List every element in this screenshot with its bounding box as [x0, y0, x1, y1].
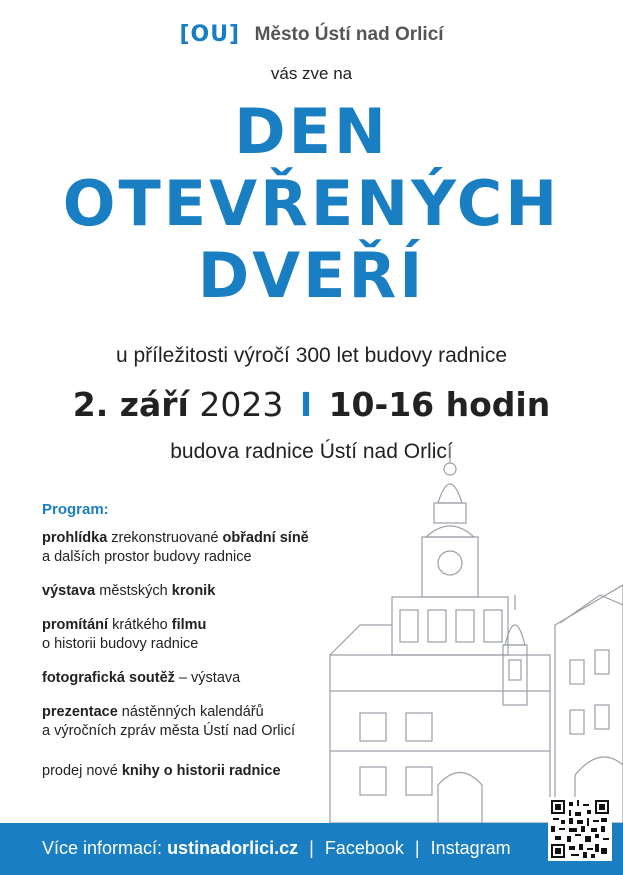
- footer-separator: |: [414, 838, 420, 858]
- instagram-link[interactable]: Instagram: [430, 838, 511, 858]
- item-keyword: fotografická soutěž: [42, 670, 175, 686]
- footer-links: [42, 838, 511, 859]
- item-keyword: knihy o historii radnice: [121, 763, 281, 779]
- item-text: a dalších prostor budovy radnice: [42, 549, 252, 565]
- program-item: [42, 616, 372, 654]
- program-item: [42, 582, 372, 601]
- website-link[interactable]: ustinadorlici.cz: [167, 838, 299, 858]
- item-text: o historii budovy radnice: [42, 636, 199, 652]
- item-keyword: výstava: [42, 583, 96, 599]
- item-text: městských: [95, 583, 172, 599]
- footer: [0, 823, 623, 875]
- subtitle: u příležitosti výročí 300 let budovy radnice: [115, 344, 508, 367]
- item-keyword: prohlídka: [42, 530, 108, 546]
- item-keyword: filmu: [171, 617, 207, 633]
- footer-label: Více informací:: [42, 838, 163, 858]
- title-line-3: DVEŘÍ: [197, 239, 426, 312]
- item-text: krátkého: [108, 617, 172, 633]
- footer-separator: |: [309, 838, 314, 858]
- program-item: [42, 762, 372, 781]
- item-text: – výstava: [174, 670, 241, 686]
- page-title: [0, 96, 623, 312]
- program-item: [42, 703, 372, 741]
- date-day: 2. září: [72, 385, 189, 424]
- program: [42, 500, 372, 796]
- item-keyword: obřadní síně: [222, 530, 309, 546]
- venue: budova radnice Ústí nad Orlicí: [170, 440, 453, 463]
- item-keyword: kronik: [171, 583, 216, 599]
- header: [0, 22, 623, 47]
- title-line-1: DEN: [234, 95, 389, 168]
- date-year: 2023: [199, 385, 284, 424]
- date-separator: I: [299, 385, 313, 424]
- org-name: Město Ústí nad Orlicí: [254, 23, 444, 45]
- item-text: zrekonstruované: [107, 530, 223, 546]
- qr-code-icon[interactable]: [548, 797, 612, 861]
- item-keyword: prezentace: [42, 704, 118, 720]
- invite-text: vás zve na: [270, 64, 353, 83]
- facebook-link[interactable]: Facebook: [324, 838, 404, 858]
- title-line-2: OTEVŘENÝCH: [62, 167, 561, 240]
- program-item: [42, 529, 372, 567]
- item-text: a výročních zpráv města Ústí nad Orlicí: [42, 723, 296, 739]
- event-hours: 10-16 hodin: [328, 385, 551, 424]
- program-heading: Program:: [42, 501, 109, 518]
- item-text: nástěnných kalendářů: [117, 704, 264, 720]
- item-keyword: promítání: [42, 617, 109, 633]
- program-item: [42, 669, 372, 688]
- event-date: [0, 385, 623, 424]
- item-text: prodej nové: [42, 763, 122, 779]
- city-logo: [OU]: [179, 22, 241, 47]
